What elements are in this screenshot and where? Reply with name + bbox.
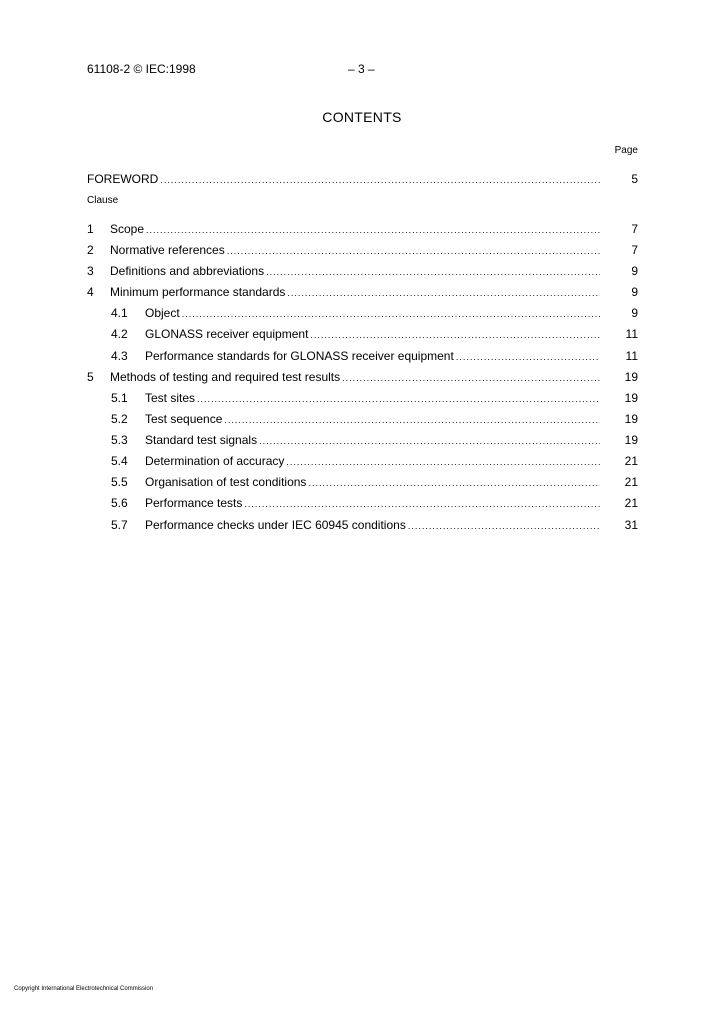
toc-entry-number: 4 [87, 285, 94, 299]
toc-entry-label: Performance checks under IEC 60945 conditions [145, 518, 406, 532]
toc-subentry[interactable] [87, 432, 638, 448]
leader-dots [227, 243, 600, 259]
page-title: CONTENTS [322, 109, 402, 125]
toc-entry-page: 19 [624, 391, 638, 405]
leader-dots [266, 264, 600, 280]
toc-entry-page: 11 [625, 349, 638, 363]
toc-entry-page: 21 [624, 454, 638, 468]
toc-entry-number: 5.1 [111, 391, 128, 405]
toc-entry[interactable] [87, 369, 638, 385]
toc-entry[interactable] [87, 263, 638, 279]
leader-dots [146, 222, 600, 238]
toc-subentry[interactable] [87, 348, 638, 364]
toc-entry-label: Definitions and abbreviations [110, 264, 265, 278]
toc-entry-page: 31 [624, 518, 638, 532]
toc-entry-number: 5.7 [111, 518, 128, 532]
leader-dots [342, 370, 600, 386]
toc-entry-number: 1 [87, 222, 94, 236]
toc-entry-number: 4.1 [111, 306, 128, 320]
toc-entry-label: Scope [110, 222, 145, 236]
toc-entry[interactable] [87, 284, 638, 300]
toc-entry-page: 7 [631, 243, 638, 257]
leader-dots [287, 285, 600, 301]
toc-entry-page: 11 [625, 327, 638, 341]
toc-entry-label: Normative references [110, 243, 225, 257]
document-id: 61108-2 © IEC:1998 [87, 62, 196, 76]
toc-entry[interactable] [87, 221, 638, 237]
toc-subentry[interactable] [87, 453, 638, 469]
toc-entry-label: GLONASS receiver equipment [145, 327, 309, 341]
toc-entry-number: 5 [87, 370, 94, 384]
toc-subentry[interactable] [87, 305, 638, 321]
toc-subentry[interactable] [87, 474, 638, 490]
leader-dots [197, 391, 600, 407]
toc-subentry[interactable] [87, 411, 638, 427]
toc-subentry[interactable] [87, 517, 638, 533]
toc-entry-label: Performance standards for GLONASS receiver equipment [145, 349, 454, 363]
page-column-label: Page [614, 145, 638, 156]
leader-dots [182, 306, 600, 322]
toc-entry-label: Test sequence [145, 412, 223, 426]
toc-entry-number: 5.5 [111, 475, 128, 489]
leader-dots [456, 349, 600, 365]
toc-subentry[interactable] [87, 495, 638, 511]
toc-entry-label: FOREWORD [87, 172, 159, 186]
toc-subentry[interactable] [87, 390, 638, 406]
toc-entry-number: 5.2 [111, 412, 128, 426]
leader-dots [259, 433, 600, 449]
toc-entry-page: 21 [624, 475, 638, 489]
toc-entry-page: 19 [624, 370, 638, 384]
leader-dots [408, 518, 600, 534]
toc-entry-label: Object [145, 306, 180, 320]
toc-entry-label: Organisation of test conditions [145, 475, 307, 489]
leader-dots [286, 454, 600, 470]
leader-dots [224, 412, 600, 428]
toc-entry-label: Performance tests [145, 496, 243, 510]
toc-entry-number: 2 [87, 243, 94, 257]
leader-dots [244, 496, 600, 512]
leader-dots [160, 172, 600, 188]
toc-entry[interactable] [87, 242, 638, 258]
page-number: – 3 – [348, 62, 375, 76]
toc-entry-label: Minimum performance standards [110, 285, 286, 299]
toc-entry-page: 21 [624, 496, 638, 510]
toc-entry-label: Test sites [145, 391, 196, 405]
toc-entry-page: 19 [624, 433, 638, 447]
leader-dots [308, 475, 600, 491]
toc-entry-number: 5.6 [111, 496, 128, 510]
copyright-notice: Copyright International Electrotechnical Commission [14, 986, 154, 992]
leader-dots [310, 327, 600, 343]
toc-entry-number: 4.2 [111, 327, 128, 341]
toc-entry-label: Determination of accuracy [145, 454, 285, 468]
toc-entry-page: 9 [631, 285, 638, 299]
toc-entry-label: Standard test signals [145, 433, 258, 447]
toc-entry-number: 3 [87, 264, 94, 278]
toc-entry-page: 7 [631, 222, 638, 236]
toc-entry-page: 9 [631, 264, 638, 278]
clause-column-label: Clause [87, 195, 119, 206]
toc-entry-number: 5.4 [111, 454, 128, 468]
toc-entry-page: 9 [631, 306, 638, 320]
toc-entry-page: 5 [631, 172, 638, 186]
toc-entry-label: Methods of testing and required test results [110, 370, 341, 384]
toc-entry-number: 5.3 [111, 433, 128, 447]
toc-entry-number: 4.3 [111, 349, 128, 363]
toc-subentry[interactable] [87, 326, 638, 342]
toc-entry-foreword[interactable] [87, 171, 638, 187]
toc-entry-page: 19 [624, 412, 638, 426]
